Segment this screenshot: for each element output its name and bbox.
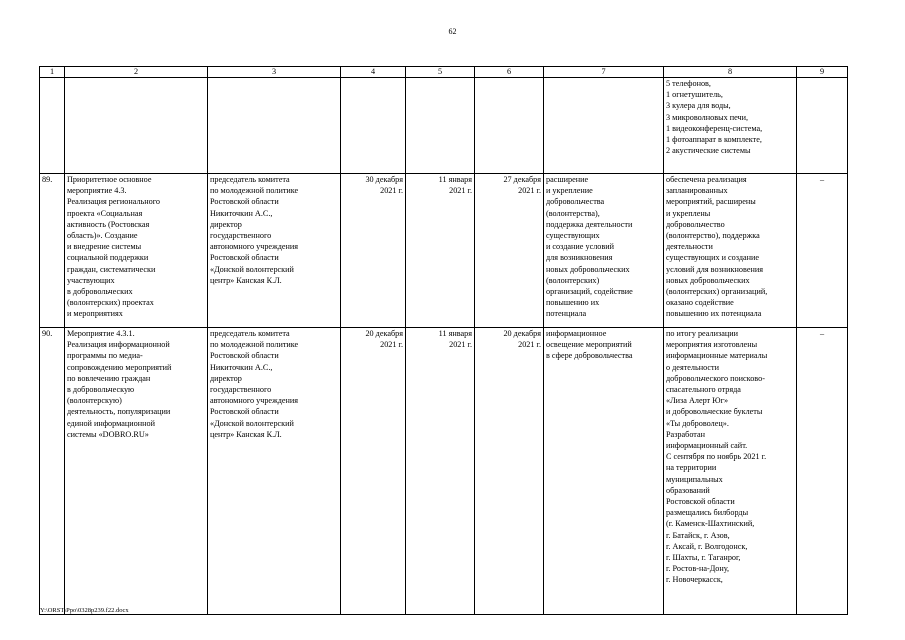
text-line: г. Ростов-на-Дону, (666, 564, 730, 574)
responsible-cell (208, 174, 341, 328)
text-line: в добровольческих (67, 287, 133, 297)
planned-date-cell (341, 328, 406, 615)
text-line: программы по медиа- (67, 351, 143, 361)
responsible-cell (208, 328, 341, 615)
text-line: мероприятия изготовлены (666, 340, 758, 350)
footer-file-path: Y:\ORST\Ppo\0328p239.f22.docx (40, 607, 129, 614)
text-line: новых добровольческих (666, 275, 750, 285)
text-line: по молодежной политике (210, 340, 299, 350)
text-line: деятельности (666, 242, 713, 252)
text-line: Ростовской области (210, 351, 279, 361)
text-line: директор (210, 373, 242, 383)
header-col-5: 5 (406, 67, 475, 78)
event-name-cell (65, 174, 208, 328)
text-line: сопровождению мероприятий (67, 362, 172, 372)
text-line: по вовлечению граждан (67, 373, 151, 383)
text-line: государственного (210, 385, 272, 395)
text-line: «Донской волонтерский (210, 264, 294, 274)
text-line: повышению их (546, 298, 600, 308)
header-row (40, 67, 848, 78)
header-col-6: 6 (475, 67, 544, 78)
text-line: проекта «Социальная (67, 208, 143, 218)
text-line: 2021 г. (449, 186, 472, 196)
header-col-4: 4 (341, 67, 406, 78)
text-line: граждан, систематически (67, 264, 156, 274)
text-line: организаций, содействие (546, 287, 633, 297)
text-line: г. Новочеркасск, (666, 575, 723, 585)
text-line: в добровольческую (67, 385, 135, 395)
text-line: размещались билборды (666, 508, 749, 518)
header-col-8: 8 (664, 67, 797, 78)
note-cell: – (797, 328, 848, 615)
text-line: муниципальных (666, 474, 723, 484)
text-line: автономного учреждения (210, 242, 299, 252)
text-line: (волонтерство), поддержка (666, 231, 760, 241)
text-line: существующих и создание (666, 253, 760, 263)
text-line: г. Батайск, г. Азов, (666, 530, 730, 540)
text-line: 11 января (438, 175, 472, 184)
text-line: (волонтерства), (546, 208, 600, 218)
text-line: участвующих (67, 275, 115, 285)
text-line: 2021 г. (449, 340, 472, 350)
text-line: освещение мероприятий (546, 340, 632, 350)
text-line: по итогу реализации (666, 329, 738, 338)
text-line: директор (210, 219, 242, 229)
text-line: Реализация информационной (67, 340, 170, 350)
text-line: 11 января (438, 329, 472, 338)
text-line: 2021 г. (518, 340, 541, 350)
text-line: область)». Создание (67, 231, 138, 241)
text-line: для возникновения (546, 253, 613, 263)
text-line: 2021 г. (518, 186, 541, 196)
text-line: 3 микроволновых печи, (666, 112, 749, 122)
text-line: Разработан (666, 429, 705, 439)
page-number: 62 (448, 27, 457, 36)
planned-date-cell (341, 174, 406, 328)
actual-result-cell (664, 174, 797, 328)
expected-result-cell (544, 328, 664, 615)
text-line: 1 видеоконференц-система, (666, 123, 763, 133)
text-line: Никиточкин А.С., (210, 208, 273, 218)
text-line: по молодежной политике (210, 186, 299, 196)
end-date-cell (475, 174, 544, 328)
note-cell: – (797, 174, 848, 328)
text-line: образований (666, 485, 710, 495)
header-col-1: 1 (40, 67, 65, 78)
text-line: и добровольческие буклеты (666, 407, 763, 417)
text-line: Мероприятие 4.3.1. (67, 329, 135, 338)
result-cell (664, 78, 797, 174)
text-line: автономного учреждения (210, 396, 299, 406)
text-line: 20 декабря (503, 329, 541, 338)
text-line: Реализация регионального (67, 197, 160, 207)
text-line: «Лиза Алерт Юг» (666, 396, 729, 406)
text-line: 2021 г. (380, 340, 403, 350)
start-date-cell (406, 328, 475, 615)
text-line: добровольческого поисково- (666, 373, 765, 383)
text-line: социальной поддержки (67, 253, 149, 263)
text-line: Ростовской области (210, 197, 279, 207)
text-line: 2 акустические системы (666, 146, 751, 156)
text-line: добровольчество (666, 219, 725, 229)
text-line: Ростовской области (210, 407, 279, 417)
text-line: (волонтерских) проектах (67, 298, 154, 308)
text-line: мероприятие 4.3. (67, 186, 127, 196)
text-line: (волонтерских) организаций, (666, 287, 768, 297)
text-line: председатель комитета (210, 175, 290, 184)
text-line: мероприятий, расширены (666, 197, 756, 207)
text-line: г. Аксай, г. Волгодонск, (666, 541, 748, 551)
text-line: в сфере добровольчества (546, 351, 633, 361)
text-line: информационные материалы (666, 351, 768, 361)
expected-result-cell (544, 174, 664, 328)
start-date-cell (406, 174, 475, 328)
header-col-7: 7 (544, 67, 664, 78)
text-line: расширение (546, 175, 589, 184)
text-line: 2021 г. (380, 186, 403, 196)
text-line: Ростовской области (210, 253, 279, 263)
text-line: Ростовской области (666, 497, 735, 507)
text-line: и создание условий (546, 242, 615, 252)
text-line: на территории (666, 463, 717, 473)
event-name-cell (65, 328, 208, 615)
text-line: активность (Ростовская (67, 219, 150, 229)
text-line: (волонтерских) (546, 275, 600, 285)
text-line: г. Шахты, г. Таганрог, (666, 553, 741, 563)
text-line: центр» Канская К.Л. (210, 275, 282, 285)
text-line: новых добровольческих (546, 264, 630, 274)
text-line: государственного (210, 231, 272, 241)
text-line: 3 кулера для воды, (666, 101, 731, 111)
text-line: и укрепление (546, 186, 593, 196)
text-line: и укреплены (666, 208, 711, 218)
row-number: 89. (40, 174, 65, 328)
text-line: обеспечена реализация (666, 175, 747, 184)
text-line: Приоритетное основное (67, 175, 152, 184)
table-row-90 (40, 328, 848, 615)
text-line: и мероприятиях (67, 309, 123, 319)
text-line: о деятельности (666, 362, 720, 372)
text-line: председатель комитета (210, 329, 290, 338)
text-line: С сентября по ноябрь 2021 г. (666, 452, 767, 462)
text-line: поддержка деятельности (546, 219, 633, 229)
text-line: 20 декабря (365, 329, 403, 338)
text-line: условий для возникновения (666, 264, 763, 274)
text-line: спасательного отряда (666, 385, 741, 395)
text-line: информационное (546, 329, 607, 338)
events-table (39, 66, 848, 615)
row-number: 90. (40, 328, 65, 615)
table-row-89 (40, 174, 848, 328)
text-line: оказано содействие (666, 298, 734, 308)
text-line: и внедрение системы (67, 242, 142, 252)
header-col-3: 3 (208, 67, 341, 78)
text-line: центр» Канская К.Л. (210, 429, 282, 439)
end-date-cell (475, 328, 544, 615)
text-line: деятельность, популяризации (67, 407, 171, 417)
text-line: единой информационной (67, 418, 155, 428)
text-line: (волонтерскую) (67, 396, 122, 406)
text-line: системы «DOBRO.RU» (67, 429, 149, 439)
text-line: 5 телефонов, (666, 79, 711, 88)
text-line: 1 огнетушитель, (666, 90, 723, 100)
header-col-2: 2 (65, 67, 208, 78)
text-line: (г. Каменск-Шахтинский, (666, 519, 755, 529)
text-line: Никиточкин А.С., (210, 362, 273, 372)
text-line: потенциала (546, 309, 587, 319)
text-line: повышению их потенциала (666, 309, 762, 319)
text-line: запланированных (666, 186, 728, 196)
text-line: «Донской волонтерский (210, 418, 294, 428)
header-col-9: 9 (797, 67, 848, 78)
actual-result-cell (664, 328, 797, 615)
text-line: 1 фотоаппарат в комплекте, (666, 135, 762, 145)
text-line: 30 декабря (365, 175, 403, 184)
text-line: существующих (546, 231, 600, 241)
text-line: информационный сайт. (666, 441, 748, 451)
text-line: «Ты доброволец». (666, 418, 729, 428)
text-line: добровольчества (546, 197, 605, 207)
table-row-continuation (40, 78, 848, 174)
text-line: 27 декабря (503, 175, 541, 184)
